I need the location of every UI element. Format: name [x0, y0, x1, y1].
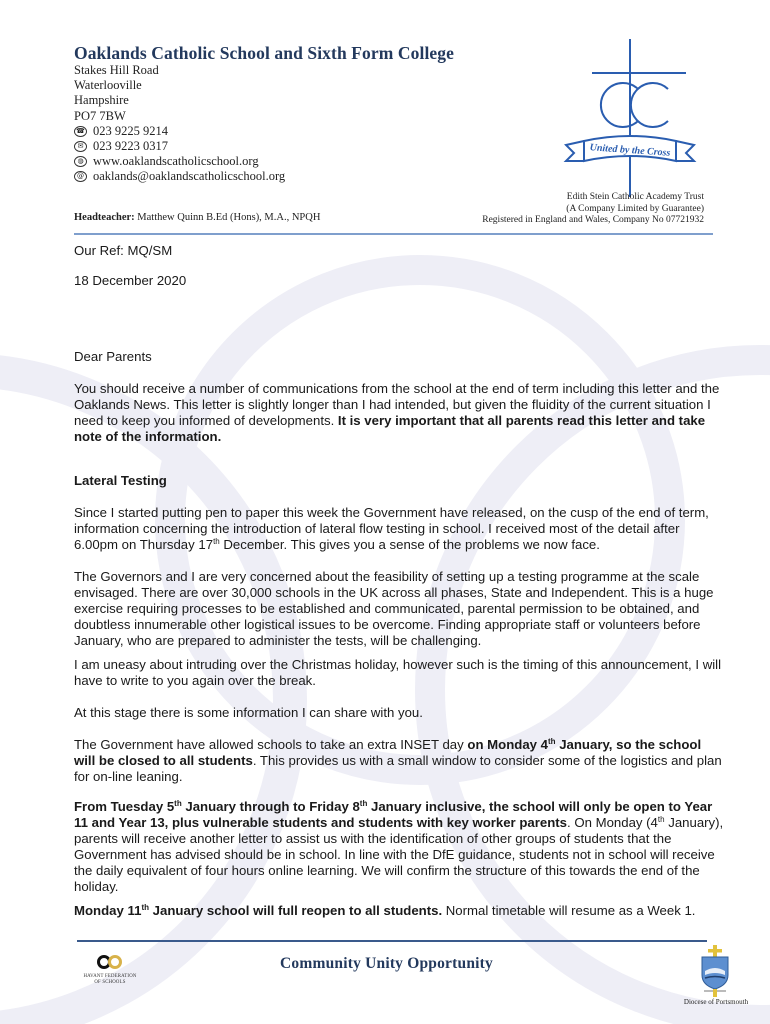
paragraph-4: At this stage there is some information I can share with you.: [74, 705, 423, 720]
address-line: Hampshire: [74, 93, 129, 108]
contact-email[interactable]: [74, 169, 285, 184]
ordinal-suffix: th: [213, 537, 220, 546]
p5-text-cont: . This provides us with a small window to consider some of the logistics and plan for on-line leaning.: [74, 753, 722, 784]
address-line: PO7 7BW: [74, 108, 126, 123]
section-heading: Lateral Testing: [74, 473, 167, 488]
address-line: Stakes Hill Road: [74, 63, 159, 77]
paragraph-7: [74, 903, 724, 919]
paragraph-6: [74, 799, 724, 895]
salutation: Dear Parents: [74, 349, 152, 364]
havant-federation-logo: [70, 955, 150, 986]
footer-motto: Community Unity Opportunity: [280, 955, 493, 972]
headteacher-label: Headteacher:: [74, 212, 135, 223]
diocese-shield-icon: [690, 945, 740, 997]
p7-bold-cont: January school will full reopen to all students.: [149, 903, 443, 918]
paragraph-5: [74, 737, 724, 785]
diocese-crest: [683, 945, 749, 1006]
diocese-name: Diocese of Portsmouth: [683, 998, 749, 1006]
federation-rings-icon: [93, 955, 127, 969]
p6-bold: From Tuesday 5: [74, 799, 175, 814]
p5-text: The Government have allowed schools to take an extra INSET day: [74, 737, 468, 752]
intro-text: You should receive a number of communications from the school at the end of term including this letter and the Oaklands News. This letter is slightly longer than I had intended, but given the fluidity of the current situation I need to keep you informed of developments.: [74, 381, 720, 428]
ordinal-suffix: th: [141, 903, 149, 912]
federation-subname: OF SCHOOLS: [94, 980, 126, 985]
school-name: Oaklands Catholic School and Sixth Form College: [74, 43, 455, 63]
p5-bold: on Monday 4: [467, 737, 548, 752]
p1-text: Since I started putting pen to paper this week the Government have released, on the cusp of the end of term, information concerning the introduction of lateral flow testing in school. I received most of the detail after 6.00pm on Thursday 17: [74, 505, 709, 552]
p6-text: . On Monday (4: [567, 815, 658, 830]
globe-icon: ◍: [74, 156, 87, 167]
contact-phone: [74, 124, 285, 139]
trust-line: Registered in England and Wales, Company No 07721932: [482, 215, 704, 225]
phone-number: 023 9225 9214: [93, 123, 168, 138]
headteacher-line: [74, 212, 320, 223]
p1-text-cont: December. This gives you a sense of the problems we now face.: [219, 537, 600, 552]
ordinal-suffix: th: [657, 815, 665, 824]
our-ref: Our Ref: MQ/SM: [74, 243, 173, 258]
ordinal-suffix: th: [174, 799, 182, 808]
email-link[interactable]: oaklands@oaklandscatholicschool.org: [93, 169, 286, 184]
contact-fax: [74, 139, 285, 154]
ordinal-suffix: th: [547, 737, 556, 746]
trust-line: Edith Stein Catholic Academy Trust: [566, 192, 704, 202]
intro-emphasis: It is very important that all parents read this letter and take note of the information.: [74, 413, 706, 444]
ordinal-suffix: th: [359, 799, 368, 808]
school-crest-logo: [560, 37, 700, 197]
email-icon: @: [74, 171, 87, 182]
website-link[interactable]: www.oaklandscatholicschool.org: [93, 154, 259, 169]
p6-bold-cont: January through to Friday 8: [181, 799, 360, 814]
paragraph-1: [74, 505, 724, 553]
p6-text-cont: January), parents will receive another letter to assist us with the identification of other groups of students that the Government has advised should be in school. In line with the DfE guidance, students not in school will receive the daily equivalent of four hours online learning. We will confirm the structure of this towards the end of the holiday.: [74, 815, 724, 894]
phone-icon: ☎: [74, 126, 87, 137]
header-divider: [74, 233, 713, 235]
trust-line: (A Company Limited by Guarantee): [566, 203, 704, 214]
p6-bold-cont2: January inclusive, the school will only be open to Year 11 and Year 13, plus vulnerable students and students with key worker parents: [74, 799, 713, 830]
fax-icon: ✉: [74, 141, 87, 152]
p7-text: Normal timetable will resume as a Week 1.: [442, 903, 696, 918]
trust-info: [482, 192, 704, 227]
paragraph-3: I am uneasy about intruding over the Christmas holiday, however such is the timing of this announcement, I will have to write to you again over the break.: [74, 657, 722, 688]
address-line: Waterlooville: [74, 78, 142, 93]
federation-name: HAVANT FEDERATION: [83, 974, 137, 979]
school-address: [74, 63, 285, 185]
intro-paragraph: [74, 381, 724, 445]
footer-divider: [77, 940, 707, 942]
fax-number: 023 9223 0317: [93, 138, 168, 153]
headteacher-name: Matthew Quinn B.Ed (Hons), M.A., NPQH: [134, 212, 321, 223]
logo-banner-text: United by the Cross: [589, 142, 671, 159]
paragraph-2: The Governors and I are very concerned about the feasibility of setting up a testing programme at the scale envisaged. There are over 30,000 schools in the UK across all phases, State and Independent. This is a huge exercise requiring processes to be established and communicated, parental permission to be obtained, and doubtless innumerable other logistical issues to be overcome. Finding appropriate staff or volunteers before January, who are prepared to administer the tests, will be challenging.: [74, 569, 714, 648]
p5-bold-cont: January, so the school will be closed to all students: [74, 737, 702, 768]
letter-date: 18 December 2020: [74, 273, 187, 288]
contact-website[interactable]: [74, 154, 285, 169]
p7-bold: Monday 11: [74, 903, 142, 918]
